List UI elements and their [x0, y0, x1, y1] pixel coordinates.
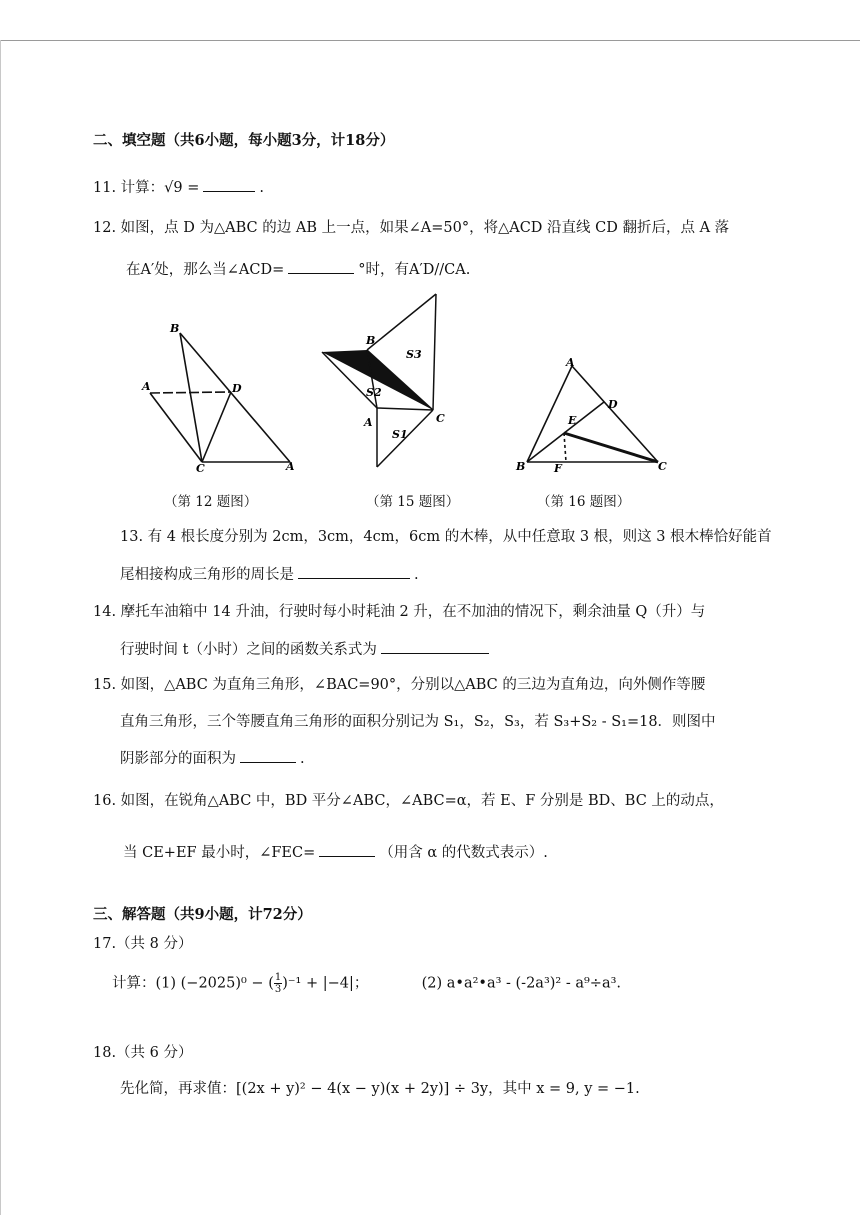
fig16-edge-EC	[564, 433, 658, 462]
q17-body	[112, 972, 621, 995]
q11-end: .	[259, 180, 265, 196]
fig12-edge-CD	[202, 392, 231, 462]
q18-body: 先化简，再求值：[(2x + y)² − 4(x − y)(x + 2y)] ÷ 3y，其中 x = 9, y = −1.	[120, 1081, 640, 1097]
section2-title: 二、填空题（共6小题，每小题3分，计18分）	[93, 132, 395, 149]
fig16-edge-EF	[564, 433, 566, 462]
q13-line2-text: 尾相接构成三角形的周长是	[120, 567, 294, 583]
q14-line2	[120, 638, 493, 660]
fig12-label-D: D	[232, 382, 242, 395]
fig12-edge-A1C	[150, 393, 202, 462]
q17-frac-den: 3	[274, 984, 282, 995]
fig15-label-B: B	[366, 334, 376, 347]
q15-line3: 阴影部分的面积为 .	[120, 747, 305, 769]
page-left-border	[0, 40, 1, 1215]
q16-line1: 16. 如图，在锐角△ABC 中，BD 平分∠ABC，∠ABC=α，若 E、F 分别是 BD、BC 上的动点，	[93, 793, 724, 809]
q14-line1: 14. 摩托车油箱中 14 升油，行驶时每小时耗油 2 升，在不加油的情况下，剩余油量 Q（升）与	[93, 604, 706, 620]
fig15-caption: （第 15 题图）	[366, 494, 460, 510]
fig15-label-S3: S3	[406, 348, 422, 361]
q16-line2	[123, 841, 548, 863]
q12-line2	[126, 258, 470, 280]
q11-text: 11. 计算：√9 =	[93, 180, 200, 196]
fig15-label-S1: S1	[392, 428, 408, 441]
q17-part1-b: )⁻¹ + |−4|；	[282, 975, 369, 992]
q17-part1-a: 计算：(1) (−2025)⁰ − (	[112, 975, 274, 992]
figure-12	[140, 318, 305, 478]
q17-head: 17.（共 8 分）	[93, 936, 193, 952]
q12-line1: 12. 如图，点 D 为△ABC 的边 AB 上一点，如果∠A=50°，将△ACD 沿直线 CD 翻折后，点 A 落	[93, 220, 730, 236]
fig16-label-C: C	[658, 460, 667, 473]
q11	[93, 176, 264, 198]
fig12-label-C: C	[196, 462, 205, 475]
q15-line3-text: 阴影部分的面积为	[120, 751, 236, 767]
fig15-label-C: C	[436, 412, 445, 425]
fig16-caption: （第 16 题图）	[537, 494, 631, 510]
fig15-edge	[377, 408, 433, 410]
q12-answer-blank	[288, 258, 354, 274]
page-top-border	[0, 40, 860, 41]
fig12-label-A: A	[286, 460, 295, 473]
fig16-label-B: B	[516, 460, 526, 473]
fig12-label-A-prime: A	[142, 380, 151, 393]
q16-line2-a: 当 CE+EF 最小时，∠FEC=	[123, 845, 316, 861]
fig12-caption: （第 12 题图）	[164, 494, 258, 510]
q11-answer-blank	[203, 176, 255, 192]
q15-line1: 15. 如图，△ABC 为直角三角形，∠BAC=90°，分别以△ABC 的三边为直角边，向外侧作等腰	[93, 677, 706, 693]
fig16-label-D: D	[608, 398, 618, 411]
fig16-label-E: E	[568, 414, 577, 427]
q17-part2: (2) a•a²•a³ - (-2a³)² - a⁹÷a³.	[421, 975, 622, 992]
fig12-edge-BC	[180, 333, 202, 462]
q17-frac-num: 1	[274, 972, 282, 983]
q13-line1: 13. 有 4 根长度分别为 2cm，3cm，4cm，6cm 的木棒，从中任意取 3 根，则这 3 根木棒恰好能首	[120, 529, 772, 545]
q15-line2: 直角三角形，三个等腰直角三角形的面积分别记为 S₁，S₂，S₃，若 S₃+S₂ - S₁=18．则图中	[120, 714, 716, 730]
fig12-edge-BA	[180, 333, 290, 462]
fig16-label-F: F	[554, 462, 562, 475]
q16-line2-b: （用含 α 的代数式表示）.	[379, 845, 548, 861]
q15-answer-blank	[240, 747, 296, 763]
q12-line2-b: °时，有A′D//CA.	[358, 262, 471, 278]
q18-head: 18.（共 6 分）	[93, 1045, 193, 1061]
fig15-edge	[433, 294, 436, 410]
figure-15	[318, 292, 448, 472]
q17-fraction	[274, 972, 282, 995]
fig15-label-S2: S2	[366, 386, 382, 399]
q13-line2: 尾相接构成三角形的周长是 .	[120, 563, 419, 585]
q13-answer-blank	[298, 563, 410, 579]
fig16-label-A: A	[566, 356, 575, 369]
figure-16	[508, 356, 673, 476]
q14-line2-text: 行驶时间 t（小时）之间的函数关系式为	[120, 642, 377, 658]
fig12-edge-A1D	[150, 392, 231, 393]
fig15-label-A: A	[364, 416, 373, 429]
q14-answer-blank	[381, 638, 489, 654]
q12-line2-a: 在A′处，那么当∠ACD=	[126, 262, 285, 278]
q16-answer-blank	[319, 841, 375, 857]
fig15-edge	[367, 294, 436, 350]
fig12-label-B: B	[170, 322, 180, 335]
section3-title: 三、解答题（共9小题，计72分）	[93, 906, 312, 923]
